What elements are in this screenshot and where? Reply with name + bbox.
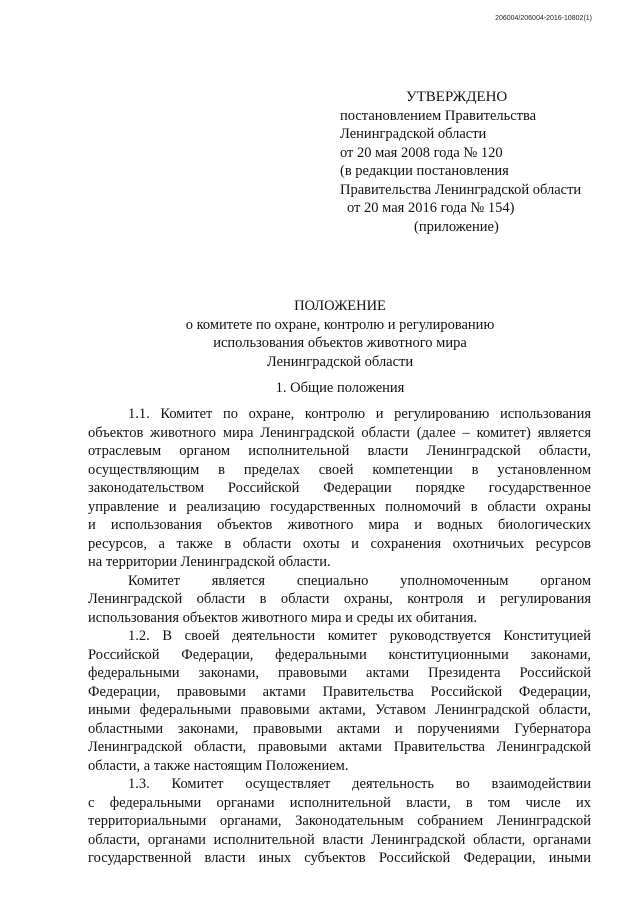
text-line: 1.2. В своей деятельности комитет руководствуется Конституцией <box>128 628 591 644</box>
text-line: осуществляющим в пределах своей компетенции в установленном <box>88 461 591 478</box>
text-line: 1.1. Комитет по охране, контролю и регулированию использования <box>128 406 591 422</box>
paragraph <box>88 572 591 628</box>
text-line: федеральными законами, правовыми актами Президента Российской <box>88 665 591 681</box>
text-line: иными федеральными правовыми актами, Уставом Ленинградской области, <box>88 702 591 718</box>
title-heading: ПОЛОЖЕНИЕ <box>294 298 386 314</box>
text-line: с федеральными органами исполнительной власти, в том числе их <box>88 794 591 811</box>
text-line: объектов животного мира Ленинградской области (далее – комитет) является <box>88 424 591 441</box>
title-line: о комитете по охране, контролю и регулированию <box>185 316 495 333</box>
paragraph <box>88 627 591 775</box>
document-title <box>90 297 590 371</box>
section-heading: 1. Общие положения <box>275 380 405 396</box>
document-id: 206004/206004-2016-10802(1) <box>495 15 592 22</box>
approval-line: от 20 мая 2016 года № 154) <box>347 200 515 216</box>
title-line: использования объектов животного мира <box>213 335 467 351</box>
approval-line: Ленинградской области <box>340 126 487 142</box>
text-line: области, органами исполнительной власти Ленинградской области, органами <box>88 831 591 848</box>
text-line: Российской Федерации, федеральными конституционными законами, <box>88 646 591 663</box>
text-line: управление и реализацию государственных полномочий в области охраны <box>88 498 591 515</box>
text-line: на территории Ленинградской области. <box>88 554 331 570</box>
approval-line: (в редакции постановления <box>340 163 509 179</box>
paragraph <box>88 405 591 572</box>
approval-line: постановлением Правительства <box>340 107 537 124</box>
approval-stamp <box>340 88 610 236</box>
approval-heading: УТВЕРЖДЕНО <box>406 89 508 105</box>
text-line: области, а также настоящим Положением. <box>88 757 349 774</box>
text-line: Комитет является специально уполномоченным органом <box>128 572 591 589</box>
paragraph <box>88 775 591 868</box>
text-line: Федерации, правовыми актами Правительства Российской Федерации, <box>88 683 591 700</box>
text-line: ресурсов, а также в области охоты и сохранения охотничьих ресурсов <box>88 535 591 552</box>
text-line: использования объектов животного мира и среды их обитания. <box>88 609 478 626</box>
approval-line: (приложение) <box>414 218 499 235</box>
text-line: 1.3. Комитет осуществляет деятельность во взаимодействии <box>128 776 591 792</box>
text-line: территориальными органами, Законодательным собранием Ленинградской <box>88 813 591 829</box>
approval-line: от 20 мая 2008 года № 120 <box>340 144 503 161</box>
text-line: Ленинградской области в области охраны, контроля и регулирования <box>88 591 591 607</box>
document-body <box>88 405 591 868</box>
text-line: Ленинградской области, правовыми актами Правительства Ленинградской <box>88 739 591 755</box>
approval-line: Правительства Ленинградской области <box>340 181 582 198</box>
text-line: и использования объектов животного мира и водных биологических <box>88 517 591 533</box>
text-line: государственной власти иных субъектов Российской Федерации, иными <box>88 850 591 866</box>
text-line: отраслевым органом исполнительной власти Ленинградской области, <box>88 443 591 459</box>
title-line: Ленинградской области <box>266 353 414 370</box>
text-line: законодательством Российской Федерации порядке государственное <box>88 480 591 496</box>
text-line: областными законами, правовыми актами и поручениями Губернатора <box>88 720 591 737</box>
